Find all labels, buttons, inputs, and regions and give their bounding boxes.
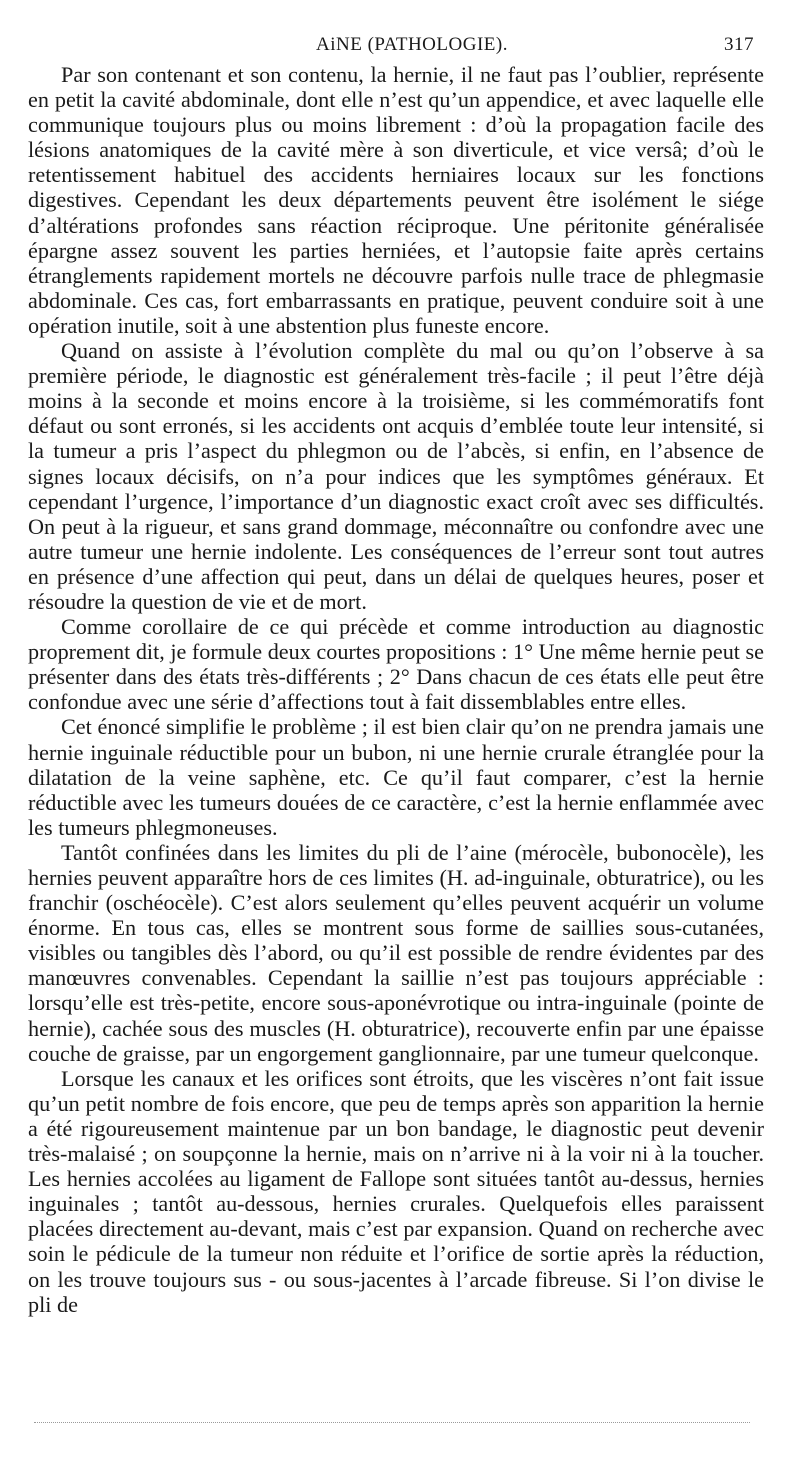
paragraph: Quand on assiste à l’évolution complète du mal ou qu’on l’observe à sa première période, le diagnostic est généralement très-facile ; il peut l’être déjà moins à la seconde et moins encore à la troisième, si les commémoratifs font défaut ou sont erronés, si les accidents ont acquis d’emblée toute leur intensité, si la tumeur a pris l’aspect du phlegmon ou de l’abcès, si enfin, en l’absence de signes locaux décisifs, on n’a pour indices que les symptômes généraux. Et cependant l’urgence, l’importance d’un diagnostic exact croît avec ses difficultés. On peut à la rigueur, et sans grand dommage, méconnaître ou confondre avec une autre tumeur une hernie indolente. Les conséquences de l’erreur sont tout autres en présence d’une affection qui peut, dans un délai de quelques heures, poser et résoudre la question de vie et de mort. bbox=[28, 338, 764, 614]
page-number: 317 bbox=[724, 34, 754, 55]
paragraph: Lorsque les canaux et les orifices sont étroits, que les viscères n’ont fait issue qu’un petit nombre de fois encore, que peu de temps après son apparition la hernie a été rigoureusement maintenue par un bon bandage, le diagnostic peut devenir très-malaisé ; on soupçonne la hernie, mais on n’arrive ni à la voir ni à la toucher. Les hernies accolées au ligament de Fallope sont situées tantôt au-dessus, hernies inguinales ; tantôt au-dessous, hernies crurales. Quelquefois elles paraissent placées directement au-devant, mais c’est par expansion. Quand on recherche avec soin le pédicule de la tumeur non réduite et l’orifice de sortie après la réduction, on les trouve toujours sus - ou sous-jacentes à l’arcade fibreuse. Si l’on divise le pli de bbox=[28, 1065, 764, 1317]
paragraph: Comme corollaire de ce qui précède et comme introduction au diagnostic proprement dit, je formule deux courtes propositions : 1° Une même hernie peut se présenter dans des états très-différents ; 2° Dans chacun de ces états elle peut être confondue avec une série d’affections tout à fait dissemblables entre elles. bbox=[28, 614, 764, 715]
running-title: AiNE (PATHOLOGIE). bbox=[316, 34, 508, 55]
footer-dotted-rule bbox=[34, 1422, 750, 1423]
paragraph: Tantôt confinées dans les limites du pli de l’aine (mérocèle, bubonocèle), les hernies peuvent apparaître hors de ces limites (H. ad-inguinale, obturatrice), ou les franchir (oschéocèle). C’est alors seulement qu’elles peuvent acquérir un volume énorme. En tous cas, elles se montrent sous forme de saillies sous-cutanées, visibles ou tangibles dès l’abord, ou qu’il est possible de rendre évidentes par des manœuvres convenables. Cependant la saillie n’est pas toujours appréciable : lorsqu’elle est très-petite, encore sous-aponévrotique ou intra-inguinale (pointe de hernie), cachée sous des muscles (H. obturatrice), recouverte enfin par une épaisse couche de graisse, par un engorgement ganglionnaire, par une tumeur quelconque. bbox=[28, 839, 764, 1066]
body-text bbox=[28, 62, 764, 1317]
running-head bbox=[58, 34, 766, 58]
paragraph: Cet énoncé simplifie le problème ; il est bien clair qu’on ne prendra jamais une hernie inguinale réductible pour un bubon, ni une hernie crurale étranglée pour la dilatation de la veine saphène, etc. Ce qu’il faut comparer, c’est la hernie réductible avec les tumeurs douées de ce caractère, c’est la hernie enflammée avec les tumeurs phlegmoneuses. bbox=[28, 714, 764, 840]
paragraph: Par son contenant et son contenu, la hernie, il ne faut pas l’oublier, représente en petit la cavité abdominale, dont elle n’est qu’un appendice, et avec laquelle elle communique toujours plus ou moins librement : d’où la propagation facile des lésions anatomiques de la cavité mère à son diverticule, et vice versâ; d’où le retentissement habituel des accidents herniaires locaux sur les fonctions digestives. Cependant les deux départements peuvent être isolément le siége d’altérations profondes sans réaction réciproque. Une péritonite généralisée épargne assez souvent les parties herniées, et l’autopsie faite après certains étranglements rapidement mortels ne découvre parfois nulle trace de phlegmasie abdominale. Ces cas, fort embarrassants en pratique, peuvent conduire soit à une opération inutile, soit à une abstention plus funeste encore. bbox=[28, 62, 764, 338]
